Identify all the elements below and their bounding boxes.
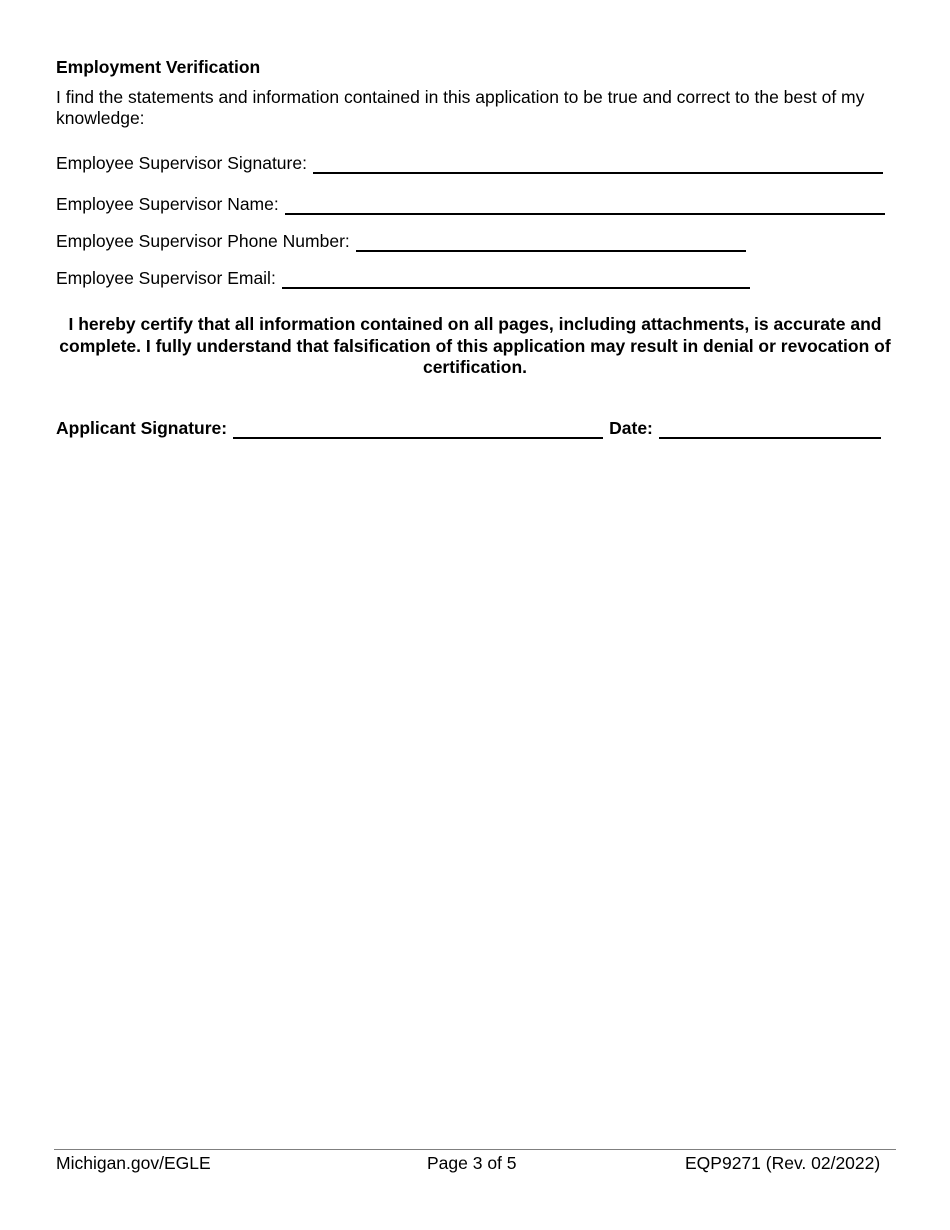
supervisor-signature-row: [56, 150, 883, 174]
supervisor-phone-label: Employee Supervisor Phone Number:: [56, 231, 350, 251]
footer-divider: [54, 1149, 896, 1150]
applicant-signature-field[interactable]: [233, 419, 603, 439]
supervisor-signature-label: Employee Supervisor Signature:: [56, 153, 307, 173]
footer-form-id: EQP9271 (Rev. 02/2022): [685, 1153, 881, 1173]
supervisor-phone-field[interactable]: [356, 232, 746, 252]
supervisor-name-label: Employee Supervisor Name:: [56, 194, 279, 214]
supervisor-email-field[interactable]: [282, 269, 750, 289]
intro-statement: I find the statements and information contained in this application to be true and correct to the best of my knowledge:: [56, 87, 865, 128]
supervisor-email-label: Employee Supervisor Email:: [56, 268, 276, 288]
supervisor-email-row: [56, 265, 750, 289]
applicant-signature-row: [56, 415, 881, 439]
date-label: Date:: [609, 418, 653, 438]
supervisor-phone-row: [56, 228, 746, 252]
footer-page-number: Page 3 of 5: [427, 1153, 517, 1173]
certification-statement: I hereby certify that all information contained on all pages, including attachments, is accurate and complete. I fully understand that falsification of this application may result in denial or revocation of certification.: [59, 314, 891, 377]
section-heading: Employment Verification: [56, 57, 261, 77]
applicant-signature-label: Applicant Signature:: [56, 418, 228, 438]
footer-website: Michigan.gov/EGLE: [56, 1153, 211, 1173]
supervisor-name-field[interactable]: [285, 195, 885, 215]
supervisor-name-row: [56, 191, 885, 215]
supervisor-signature-field[interactable]: [313, 154, 883, 174]
date-field[interactable]: [659, 419, 881, 439]
